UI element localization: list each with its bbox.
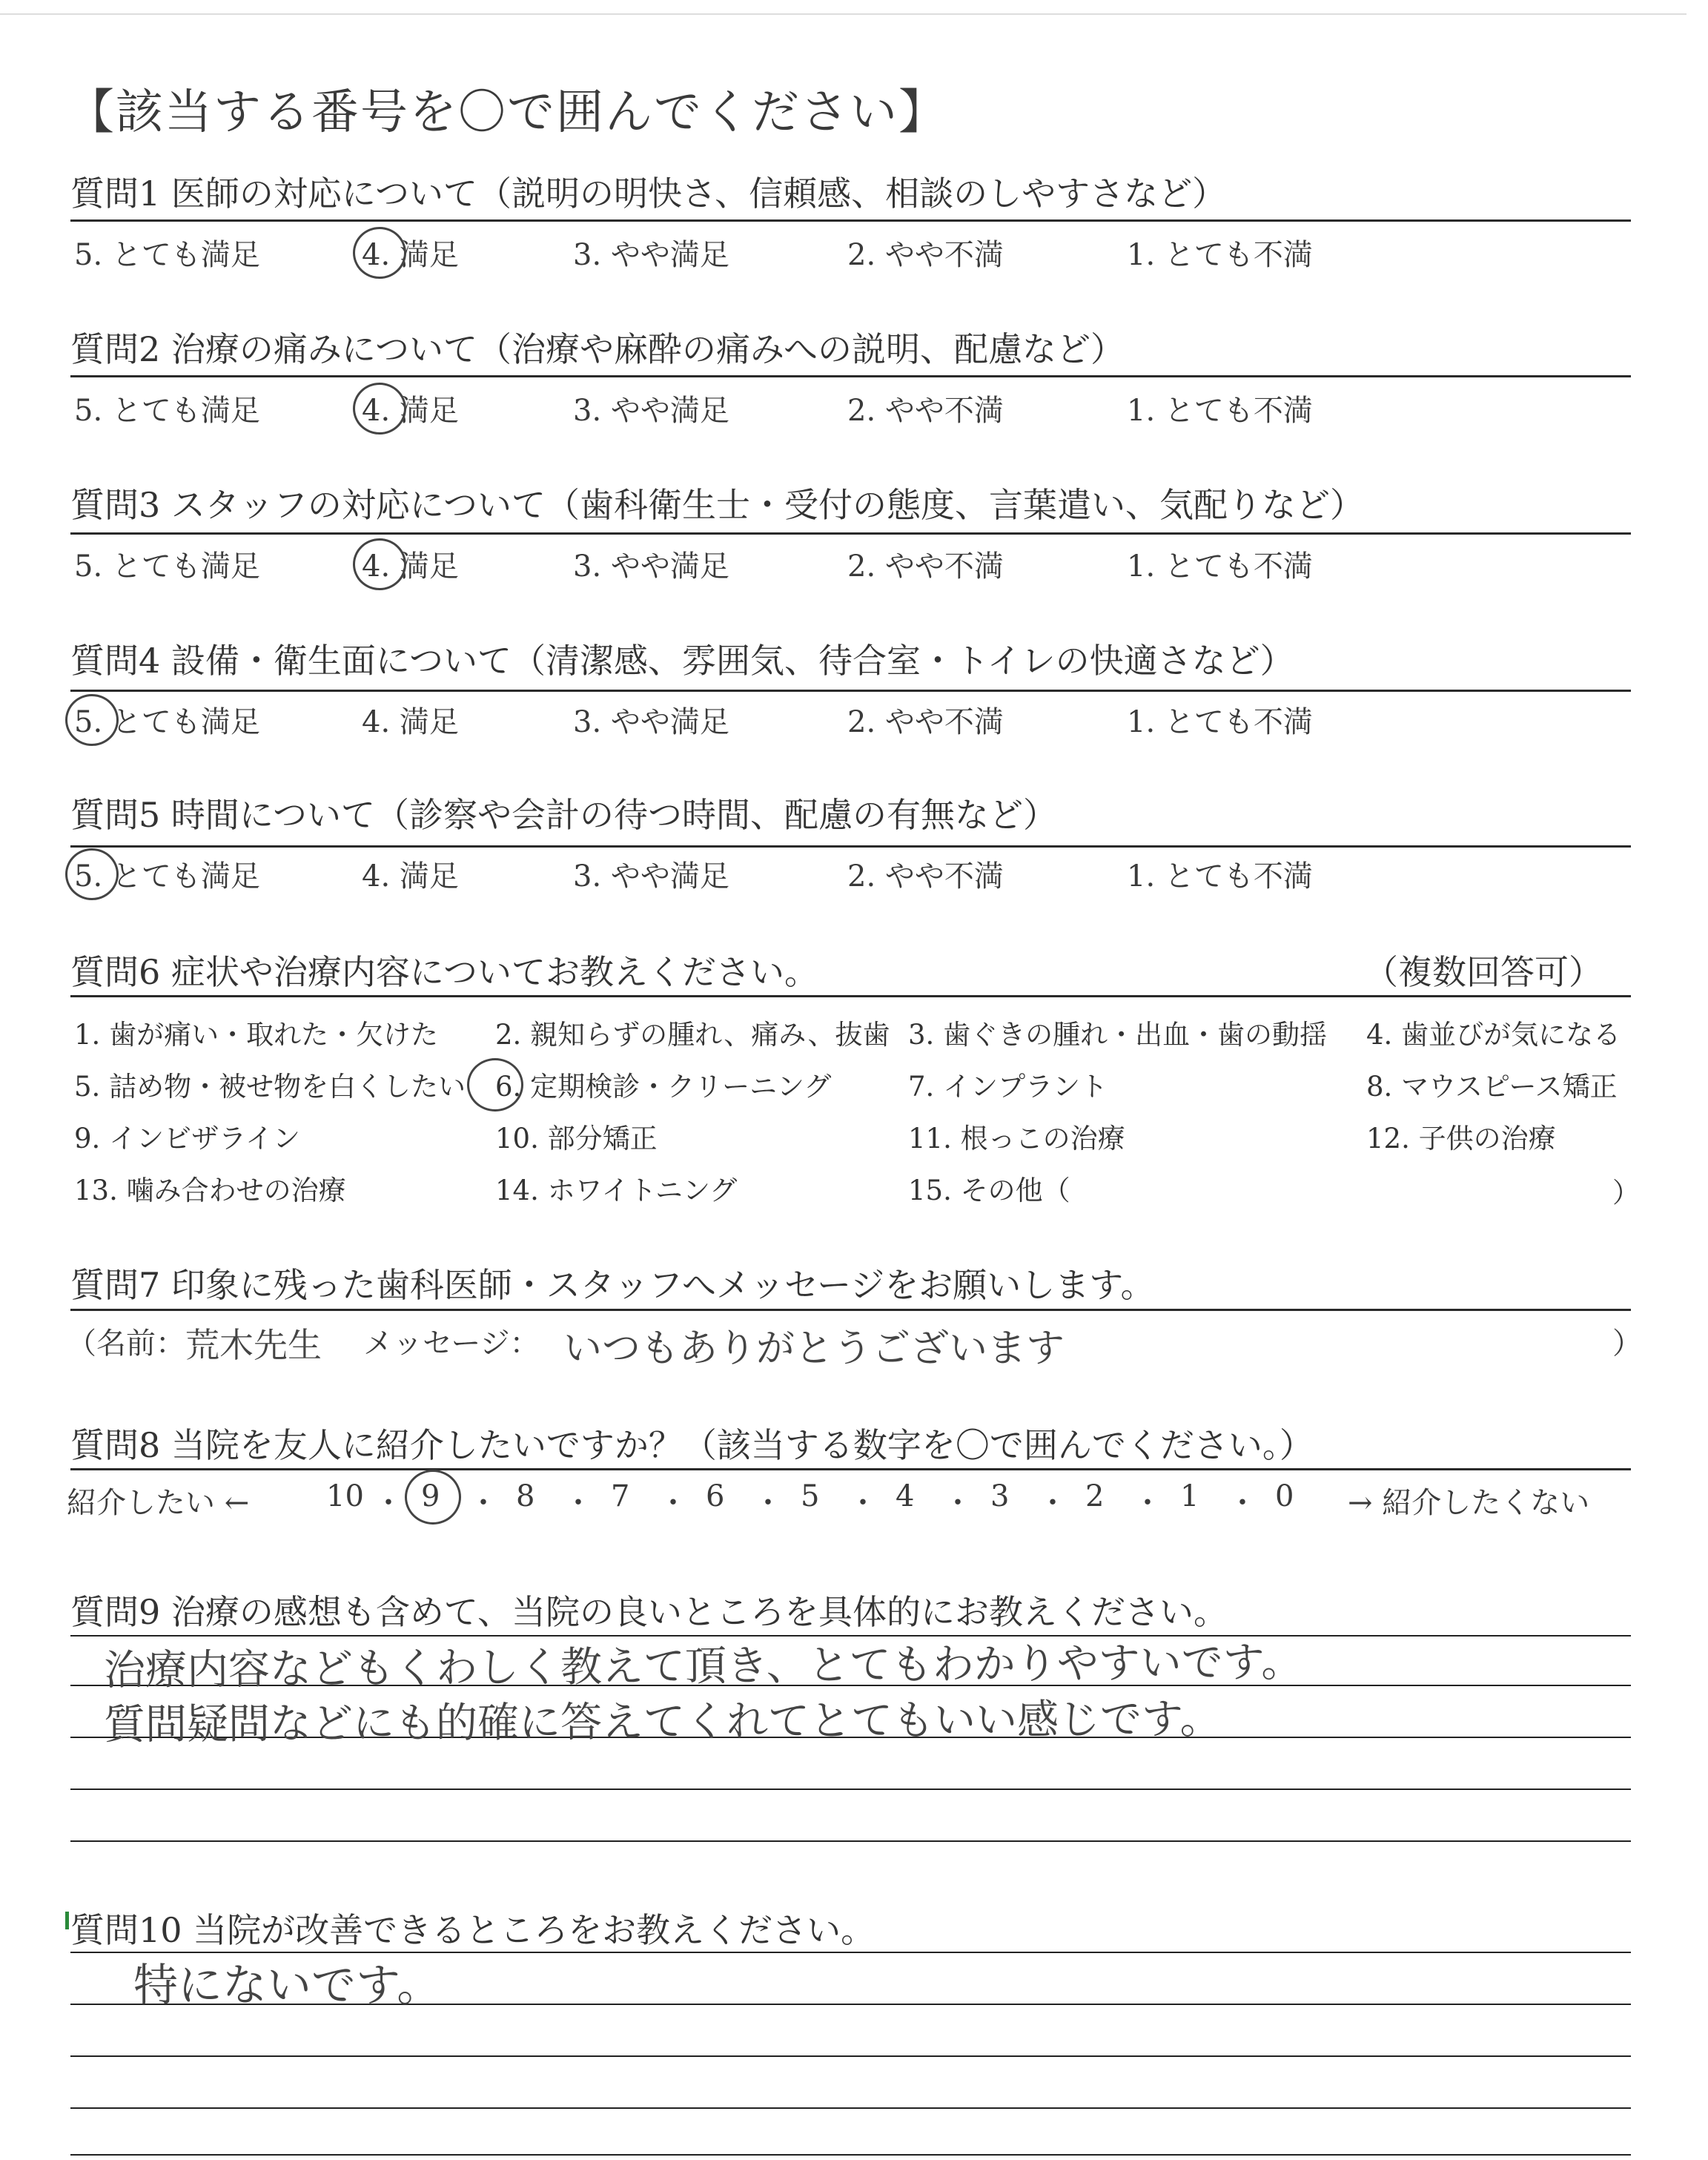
- q7-message-handwritten: いつもありがとうございます: [563, 1327, 1065, 1371]
- q8-scale-number: 7: [611, 1479, 630, 1513]
- q8-title: 質問8 当院を友人に紹介したいですか？（該当する数字を〇で囲んでください。）: [70, 1425, 1314, 1465]
- q6-item: 3. 歯ぐきの腫れ・出血・歯の動揺: [908, 1019, 1328, 1051]
- q8-scale-separator: ・: [1228, 1486, 1257, 1520]
- answer-circle: [405, 1470, 461, 1525]
- q8-left-label: 紹介したい ←: [67, 1486, 250, 1520]
- margin-mark: [65, 1912, 69, 1929]
- q7-close-paren: ）: [1612, 1327, 1642, 1361]
- q9-title: 質問9 治療の感想も含めて、当院の良いところを具体的にお教えください。: [70, 1592, 1228, 1632]
- q8-scale-separator: ・: [563, 1486, 593, 1520]
- q6-item: 5. 詰め物・被せ物を白くしたい: [74, 1071, 466, 1103]
- q6-note: （複数回答可）: [1364, 952, 1603, 992]
- q3-rule: [70, 532, 1631, 535]
- q4-title: 質問4 設備・衛生面について（清潔感、雰囲気、待合室・トイレの快適さなど）: [70, 641, 1294, 681]
- q6-rule: [70, 995, 1631, 997]
- q8-scale-number: 8: [516, 1479, 535, 1513]
- q5-option: 4. 満足: [362, 859, 459, 894]
- q7-rule: [70, 1309, 1631, 1311]
- q4-option: 1. とても不満: [1127, 705, 1313, 739]
- q7-message-label: メッセージ：: [363, 1327, 540, 1361]
- q1-option: 1. とても不満: [1127, 238, 1313, 272]
- q10-title: 質問10 当院が改善できるところをお教えください。: [70, 1910, 875, 1950]
- q6-item: 14. ホワイトニング: [495, 1175, 738, 1206]
- q3-option: 5. とても満足: [74, 549, 260, 584]
- q2-title: 質問2 治療の痛みについて（治療や麻酔の痛みへの説明、配慮など）: [70, 329, 1125, 369]
- answer-circle: [353, 383, 406, 435]
- q9-line: [70, 1840, 1631, 1842]
- q6-item: 8. マウスピース矯正: [1366, 1071, 1618, 1103]
- q5-option: 3. やや満足: [573, 859, 729, 894]
- q6-item: 4. 歯並びが気になる: [1366, 1019, 1621, 1051]
- q6-item: 7. インプラント: [908, 1071, 1108, 1103]
- q6-item: 2. 親知らずの腫れ、痛み、抜歯: [495, 1019, 890, 1051]
- q1-option: 5. とても満足: [74, 238, 260, 272]
- q8-scale-separator: ・: [374, 1486, 403, 1520]
- q1-option: 4. 満足: [362, 238, 459, 272]
- q6-item: 6. 定期検診・クリーニング: [495, 1071, 832, 1103]
- q8-right-label: → 紹介したくない: [1348, 1486, 1590, 1520]
- q3-option: 2. やや不満: [847, 549, 1004, 584]
- q9-answer-line-2: 質問疑問などにも的確に答えてくれてとてもいい感じです。: [103, 1695, 1222, 1749]
- q8-scale-number: 2: [1085, 1479, 1105, 1513]
- q5-rule: [70, 845, 1631, 848]
- q5-title: 質問5 時間について（診察や会計の待つ時間、配慮の有無など）: [70, 795, 1057, 835]
- answer-circle: [65, 694, 119, 746]
- instruction-header: 【該当する番号を〇で囲んでください】: [67, 85, 947, 140]
- q8-scale-separator: ・: [753, 1486, 783, 1520]
- q2-option: 2. やや不満: [847, 394, 1004, 428]
- page-top-edge: [0, 13, 1687, 15]
- q4-option: 3. やや満足: [573, 705, 729, 739]
- q3-option: 1. とても不満: [1127, 549, 1313, 584]
- q2-option: 5. とても満足: [74, 394, 260, 428]
- q4-option: 5. とても満足: [74, 705, 260, 739]
- q6-item: 1. 歯が痛い・取れた・欠けた: [74, 1019, 439, 1051]
- q6-item: 10. 部分矯正: [495, 1123, 658, 1155]
- q3-option: 3. やや満足: [573, 549, 729, 584]
- q1-rule: [70, 219, 1631, 222]
- answer-circle: [353, 227, 406, 279]
- q6-item: 12. 子供の治療: [1366, 1123, 1556, 1155]
- answer-circle: [65, 848, 119, 900]
- q10-line: [70, 2055, 1631, 2057]
- q7-name-handwritten: 荒木先生: [185, 1325, 322, 1365]
- q6-item: 15. その他（: [908, 1175, 1070, 1206]
- q8-rule: [70, 1468, 1631, 1470]
- q8-scale-number: 10: [326, 1479, 364, 1513]
- q8-scale-number: 6: [706, 1479, 725, 1513]
- q1-title: 質問1 医師の対応について（説明の明快さ、信頼感、相談のしやすさなど）: [70, 174, 1227, 214]
- q6-item: 13. 噛み合わせの治療: [74, 1175, 346, 1206]
- q8-scale-number: 9: [421, 1479, 440, 1513]
- q8-scale-number: 1: [1180, 1479, 1199, 1513]
- q10-line: [70, 2107, 1631, 2109]
- q2-rule: [70, 375, 1631, 377]
- q5-option: 2. やや不満: [847, 859, 1004, 894]
- q8-scale-number: 3: [990, 1479, 1010, 1513]
- q8-scale-number: 0: [1275, 1479, 1294, 1513]
- q1-option: 2. やや不満: [847, 238, 1004, 272]
- q8-scale-separator: ・: [658, 1486, 688, 1520]
- q9-answer-line-1: 治療内容などもくわしく教えて頂き、とてもわかりやすいです。: [103, 1638, 1303, 1695]
- q10-answer-line-1: 特にないです。: [133, 1960, 442, 2012]
- q2-option: 1. とても不満: [1127, 394, 1313, 428]
- q8-scale-separator: ・: [1133, 1486, 1162, 1520]
- q8-scale-separator: ・: [469, 1486, 498, 1520]
- answer-circle: [467, 1058, 523, 1112]
- q4-option: 2. やや不満: [847, 705, 1004, 739]
- q3-title: 質問3 スタッフの対応について（歯科衛生士・受付の態度、言葉遣い、気配りなど）: [70, 485, 1364, 525]
- q8-scale-separator: ・: [943, 1486, 973, 1520]
- q10-line: [70, 2154, 1631, 2156]
- q5-option: 1. とても不満: [1127, 859, 1313, 894]
- q4-rule: [70, 690, 1631, 692]
- answer-circle: [353, 538, 406, 590]
- q1-option: 3. やや満足: [573, 238, 729, 272]
- q7-title: 質問7 印象に残った歯科医師・スタッフへメッセージをお願いします。: [70, 1265, 1155, 1305]
- q9-line: [70, 1789, 1631, 1790]
- q7-name-label: （名前：: [67, 1327, 185, 1361]
- q6-title: 質問6 症状や治療内容についてお教えください。: [70, 952, 818, 992]
- q8-scale-separator: ・: [848, 1486, 878, 1520]
- q8-scale-number: 5: [801, 1479, 820, 1513]
- q6-other-close: ）: [1612, 1177, 1640, 1209]
- q8-scale-separator: ・: [1038, 1486, 1068, 1520]
- q5-option: 5. とても満足: [74, 859, 260, 894]
- q8-scale-number: 4: [896, 1479, 915, 1513]
- q2-option: 4. 満足: [362, 394, 459, 428]
- q2-option: 3. やや満足: [573, 394, 729, 428]
- q6-item: 11. 根っこの治療: [908, 1123, 1125, 1155]
- q3-option: 4. 満足: [362, 549, 459, 584]
- q4-option: 4. 満足: [362, 705, 459, 739]
- q6-item: 9. インビザライン: [74, 1123, 300, 1155]
